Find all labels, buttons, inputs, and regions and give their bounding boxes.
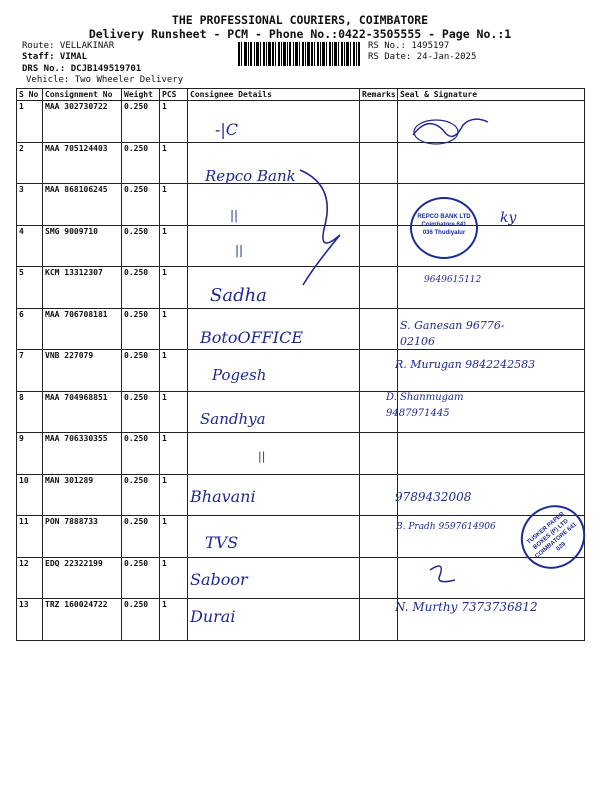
signature-text: 9789432008 bbox=[395, 490, 472, 504]
signature-text: 9649615112 bbox=[424, 275, 482, 285]
signature-text: B. Pradh 9597614906 bbox=[396, 522, 496, 532]
cell-sno: 8 bbox=[17, 391, 43, 433]
signature-text: S. Ganesan 96776-02106 bbox=[400, 319, 505, 348]
cell-consignment: MAA 706708181 bbox=[43, 308, 122, 350]
cell-consignment: MAN 301289 bbox=[43, 474, 122, 516]
handwritten-consignee: Bhavani bbox=[190, 487, 256, 506]
cell-weight: 0.250 bbox=[122, 350, 160, 392]
cell-consignment: MAA 705124403 bbox=[43, 142, 122, 184]
signature-text: R. Murugan 9842242583 bbox=[395, 358, 536, 371]
tusker-paper-boxes-stamp: TUSKER PAPER BOXES (P) LTD COIMBATORE 641 029 bbox=[508, 492, 598, 582]
handwritten-consignee: Sandhya bbox=[200, 410, 266, 428]
handwritten-consignee: Durai bbox=[190, 607, 236, 626]
rs-date: RS Date: 24-Jan-2025 bbox=[368, 52, 477, 62]
cell-consignment: VNB 227079 bbox=[43, 350, 122, 392]
header-seal: Seal & Signature bbox=[398, 89, 585, 101]
cell-consignment: MAA 706330355 bbox=[43, 433, 122, 475]
table-row bbox=[17, 433, 585, 475]
signature-row-12 bbox=[425, 560, 465, 590]
cell-weight: 0.250 bbox=[122, 599, 160, 641]
repco-bank-stamp: REPCO BANK LTD Coimbatore 641 036 Thudiyalur bbox=[410, 197, 478, 259]
cell-sno: 4 bbox=[17, 225, 43, 267]
handwritten-consignee: || bbox=[258, 450, 266, 463]
cell-pcs: 1 bbox=[160, 599, 188, 641]
handwritten-consignee: Pogesh bbox=[212, 366, 267, 384]
header-pcs: PCS bbox=[160, 89, 188, 101]
cell-remarks bbox=[360, 225, 398, 267]
table-header-row bbox=[17, 89, 585, 101]
handwritten-consignee: Sadha bbox=[210, 285, 267, 306]
cell-remarks bbox=[360, 308, 398, 350]
cell-consignment: PON 7888733 bbox=[43, 516, 122, 558]
cell-pcs: 1 bbox=[160, 350, 188, 392]
signature-text: D. Shanmugam 9487971445 bbox=[386, 392, 464, 419]
cell-weight: 0.250 bbox=[122, 142, 160, 184]
handwritten-consignee: BotoOFFICE bbox=[200, 328, 304, 347]
cell-pcs: 1 bbox=[160, 557, 188, 599]
cell-pcs: 1 bbox=[160, 308, 188, 350]
handwritten-consignee: || bbox=[230, 208, 239, 222]
cell-sno: 12 bbox=[17, 557, 43, 599]
cell-pcs: 1 bbox=[160, 225, 188, 267]
cell-weight: 0.250 bbox=[122, 184, 160, 226]
table-row bbox=[17, 474, 585, 516]
cell-remarks bbox=[360, 557, 398, 599]
handwritten-consignee: TVS bbox=[205, 533, 239, 552]
header-consignment: Consignment No bbox=[43, 89, 122, 101]
handwritten-consignee: -|C bbox=[215, 120, 239, 139]
cell-sno: 10 bbox=[17, 474, 43, 516]
cell-pcs: 1 bbox=[160, 184, 188, 226]
cell-pcs: 1 bbox=[160, 474, 188, 516]
cell-remarks bbox=[360, 599, 398, 641]
cell-sno: 7 bbox=[17, 350, 43, 392]
runsheet-subtitle: Delivery Runsheet - PCM - Phone No.:0422-3505555 - Page No.:1 bbox=[88, 27, 512, 41]
cell-weight: 0.250 bbox=[122, 308, 160, 350]
cell-consignment: MAA 868106245 bbox=[43, 184, 122, 226]
cell-remarks bbox=[360, 474, 398, 516]
cell-pcs: 1 bbox=[160, 267, 188, 309]
cell-consignment: MAA 302730722 bbox=[43, 101, 122, 143]
table-row bbox=[17, 101, 585, 143]
cell-remarks bbox=[360, 142, 398, 184]
cell-consignment: TRZ 160024722 bbox=[43, 599, 122, 641]
cell-seal bbox=[398, 267, 585, 309]
barcode bbox=[237, 42, 361, 66]
table-row bbox=[17, 557, 585, 599]
cell-consignment: SMG 9009710 bbox=[43, 225, 122, 267]
cell-seal bbox=[398, 433, 585, 475]
cell-sno: 9 bbox=[17, 433, 43, 475]
cell-remarks bbox=[360, 433, 398, 475]
table-row bbox=[17, 391, 585, 433]
handwritten-consignee: Saboor bbox=[190, 570, 248, 589]
cell-weight: 0.250 bbox=[122, 267, 160, 309]
cell-sno: 5 bbox=[17, 267, 43, 309]
initials-scribble: ky bbox=[500, 210, 517, 226]
cell-weight: 0.250 bbox=[122, 101, 160, 143]
cell-consignee bbox=[188, 101, 360, 143]
cell-weight: 0.250 bbox=[122, 391, 160, 433]
rs-number: RS No.: 1495197 bbox=[368, 41, 450, 51]
cell-sno: 13 bbox=[17, 599, 43, 641]
drs-number: DRS No.: DCJB149519701 bbox=[22, 64, 142, 74]
table-row bbox=[17, 516, 585, 558]
cell-sno: 11 bbox=[17, 516, 43, 558]
cell-sno: 3 bbox=[17, 184, 43, 226]
handwritten-consignee: || bbox=[235, 243, 244, 257]
cell-pcs: 1 bbox=[160, 516, 188, 558]
cell-weight: 0.250 bbox=[122, 474, 160, 516]
cell-sno: 1 bbox=[17, 101, 43, 143]
vehicle-label: Vehicle: Two Wheeler Delivery bbox=[26, 75, 184, 85]
brace-scribble bbox=[295, 165, 355, 295]
header-weight: Weight bbox=[122, 89, 160, 101]
cell-sno: 2 bbox=[17, 142, 43, 184]
header-remarks: Remarks bbox=[360, 89, 398, 101]
cell-remarks bbox=[360, 184, 398, 226]
cell-remarks bbox=[360, 350, 398, 392]
staff-label: Staff: VIMAL bbox=[22, 52, 88, 62]
header-sno: S No bbox=[17, 89, 43, 101]
cell-sno: 6 bbox=[17, 308, 43, 350]
cell-remarks bbox=[360, 267, 398, 309]
cell-weight: 0.250 bbox=[122, 516, 160, 558]
cell-pcs: 1 bbox=[160, 142, 188, 184]
cell-consignment: EDQ 22322199 bbox=[43, 557, 122, 599]
cell-consignee bbox=[188, 433, 360, 475]
page-title: THE PROFESSIONAL COURIERS, COIMBATORE bbox=[171, 13, 429, 27]
cell-consignment: MAA 704968851 bbox=[43, 391, 122, 433]
cell-consignment: KCM 13312307 bbox=[43, 267, 122, 309]
cell-weight: 0.250 bbox=[122, 433, 160, 475]
header-consignee: Consignee Details bbox=[188, 89, 360, 101]
signature-text: N. Murthy 7373736812 bbox=[395, 600, 538, 614]
cell-remarks bbox=[360, 516, 398, 558]
handwritten-consignee: Repco Bank bbox=[205, 167, 296, 185]
route-label: Route: VELLAKINAR bbox=[22, 41, 115, 51]
cell-pcs: 1 bbox=[160, 391, 188, 433]
signature-row-1 bbox=[408, 110, 498, 150]
cell-weight: 0.250 bbox=[122, 557, 160, 599]
cell-pcs: 1 bbox=[160, 433, 188, 475]
cell-pcs: 1 bbox=[160, 101, 188, 143]
cell-remarks bbox=[360, 101, 398, 143]
cell-weight: 0.250 bbox=[122, 225, 160, 267]
